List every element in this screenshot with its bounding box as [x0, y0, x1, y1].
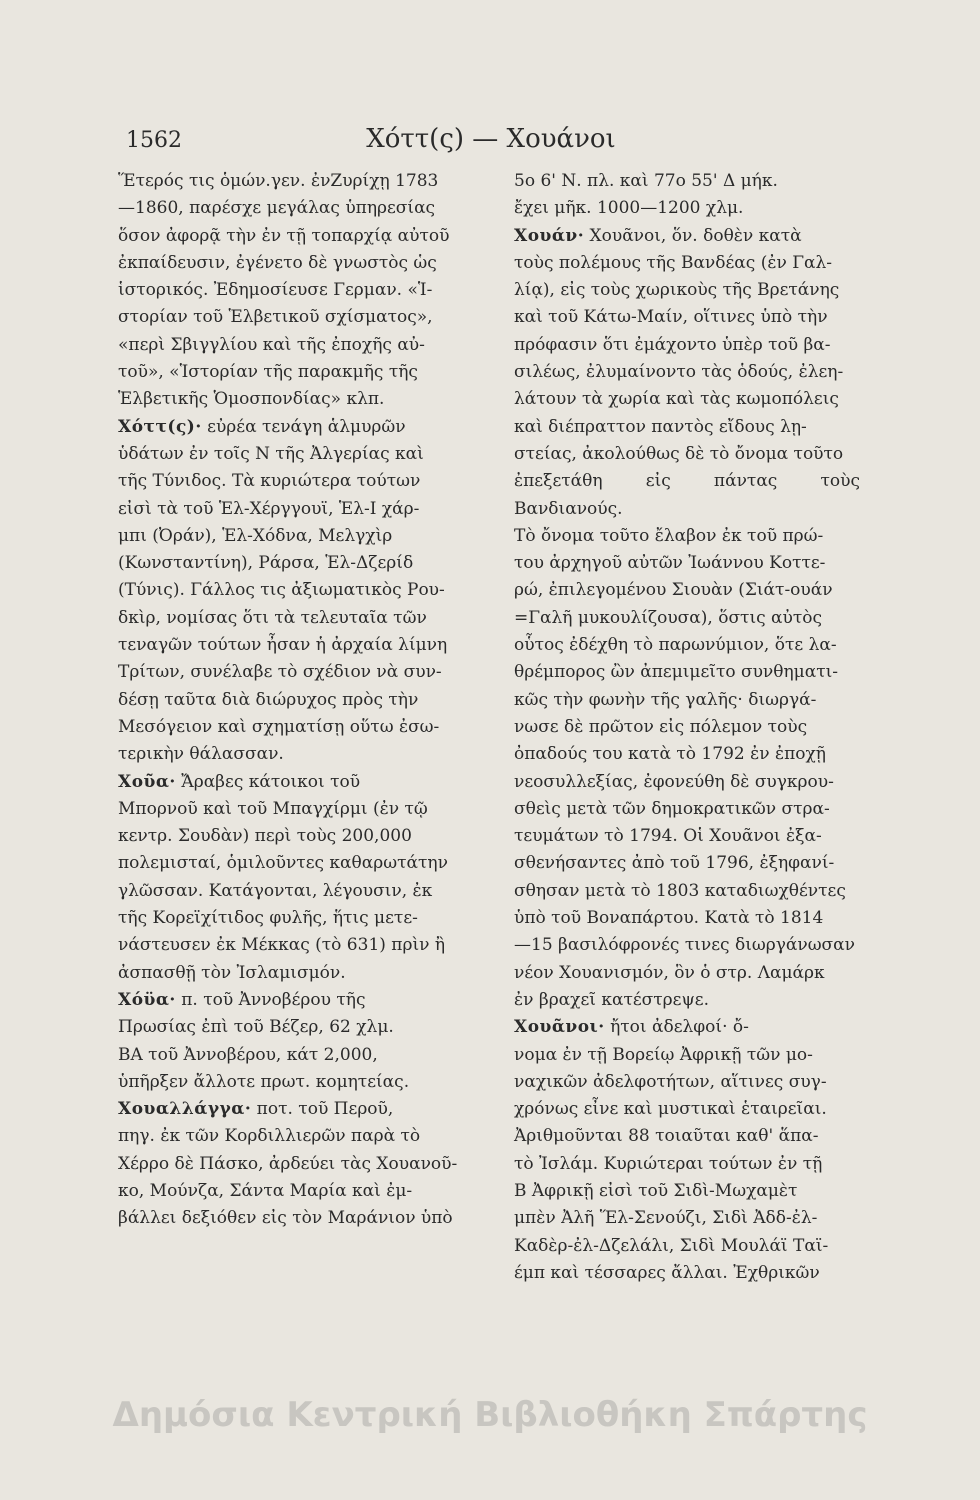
paragraph-continuation: Ἕτερός τις ὁμών.γεν. ἐνΖυρίχῃ 1783 —1860, παρέσχε μεγάλας ὑπηρεσίας ὅσον ἀφορᾷ τὴν ἐν τῇ τοπαρχίᾳ αὐτοῦ ἐκπαίδευσιν, ἐγένετο δὲ γνωστὸς ὡς ἱστορικός. Ἐδημοσίευσε Γερμαν. «Ἱ- στορίαν τοῦ Ἑλβετικοῦ σχίσματος», «περὶ Σβιγγλίου καὶ τῆς ἐποχῆς αὐ- τοῦ», «Ἱστορίαν τῆς παρακμῆς τῆς Ἑλβετικῆς Ὁμοσπονδίας» κλπ. — [118, 171, 450, 410]
running-title: Χόττ(ς) — Χουάνοι — [366, 124, 616, 154]
entry-text-chouan: Χουᾶνοι, ὅν. δοθὲν κατὰ τοὺς πολέμους τῆς Βανδέας (ἐν Γαλ- λίᾳ), εἰς τοὺς χωρικοὺς τῆς Βρετάνης καὶ τοῦ Κάτω-Μαίν, οἵτινες ὑπὸ τὴν πρόφασιν ὅτι ἐμάχοντο ὑπὲρ τοῦ βα- σιλέως, ἐλυμαίνοντο τὰς ὁδούς, ἐλεη- λάτουν τὰ χωρία καὶ τὰς κωμοπόλεις καὶ διέπραττον παντὸς εἴδους λῃ- στείας, ἀκολούθως δὲ τὸ ὄνομα τοῦτο ἐπεξετάθη εἰς πάντας τοὺς Βανδιανούς. Τὸ ὄνομα τοῦτο ἔλαβον ἐκ τοῦ πρώ- του ἀρχηγοῦ αὐτῶν Ἰωάννου Κοττε- ρώ, ἐπιλεγομένου Σιουὰν (Σιάτ-ουάν =Γαλῆ μυκουλίζουσα), ὅστις αὐτὸς οὗτος ἐδέχθη τὸ παρωνύμιον, ὅτε λα- θρέμπορος ὢν ἀπεμιμεῖτο συνθηματι- κῶς τὴν φωνὴν τῆς γαλῆς· διωργά- νωσε δὲ πρῶτον εἰς πόλεμον τοὺς ὀπαδούς του κατὰ τὸ 1792 ἐν ἐποχῇ νεοσυλλεξίας, ἐφονεύθη δὲ συγκρου- σθεὶς μετὰ τῶν δημοκρατικῶν στρα- τευμάτων τὸ 1794. Οἱ Χουᾶνοι ἐξα- σθενήσαντες ἀπὸ τοῦ 1796, ἐξηφανί- σθησαν μετὰ τὸ 1803 καταδιωχθέντες ὑπὸ τοῦ Βοναπάρτου. Κατὰ τὸ 1814 —15 βασιλόφρονές τινες διωργάνωσαν νέον Χουανισμόν, ὃν ὁ στρ. Λαμάρκ ἐν βραχεῖ κατέστρεψε. — [514, 225, 860, 1010]
entry-text-huallaga: ποτ. τοῦ Περοῦ, πηγ. ἐκ τῶν Κορδιλλιερῶν παρὰ τὸ Χέρρο δὲ Πάσκο, ἀρδεύει τὰς Χουανοῦ- κο, Μούνζα, Σάντα Μαρία καὶ ἐμ- βάλλει δεξιόθεν εἰς τὸν Μαράνιον ὑπὸ — [118, 1099, 458, 1229]
entry-text-choua: Ἄραβες κάτοικοι τοῦ Μπορνοῦ καὶ τοῦ Μπαγχίρμι (ἐν τῷ κεντρ. Σουδὰν) περὶ τοὺς 200,000 πολεμισταί, ὁμιλοῦντες καθαρωτάτην γλῶσσαν. Κατάγονται, λέγουσιν, ἐκ τῆς Κορεϊχίτιδος φυλῆς, ἥτις μετε- νάστευσεν ἐκ Μέκκας (τὸ 631) πρὶν ἢ ἀσπασθῇ τὸν Ἰσλαμισμόν. — [118, 771, 448, 983]
entry-text-hoya: π. τοῦ Ἀννοβέρου τῆς Πρωσίας ἐπὶ τοῦ Βέζερ, 62 χλμ. ΒΑ τοῦ Ἀννοβέρου, κάτ 2,000, ὑπῆρξεν ἄλλοτε πρωτ. κομητείας. — [118, 989, 410, 1092]
right-column — [514, 168, 860, 1287]
entry-text-chott: εὐρέα τενάγη ἁλμυρῶν ὑδάτων ἐν τοῖς Ν τῆς Ἀλγερίας καὶ τῆς Τύνιδος. Τὰ κυριώτερα τούτων εἰσὶ τὰ τοῦ Ἑλ-Χέργγουϊ, Ἑλ-Ι χάρ- μπι (Ὀράν), Ἑλ-Χόδνα, Μελγχὶρ (Κωνσταντίνη), Ράρσα, Ἑλ-Δζερίδ (Τύνις). Γάλλος τις ἀξιωματικὸς Ρου- δκὶρ, νομίσας ὅτι τὰ τελευταῖα τῶν τεναγῶν τούτων ἦσαν ἡ ἀρχαία λίμνη Τρίτων, συνέλαβε τὸ σχέδιον νὰ συν- δέσῃ ταῦτα διὰ διώρυχος πρὸς τὴν Μεσόγειον καὶ σχηματίσῃ οὕτω ἐσω- τερικὴν θάλασσαν. — [118, 416, 448, 765]
entry-text-chouanoi: ἤτοι ἀδελφοί· ὄ- νομα ἐν τῇ Βορείῳ Ἀφρικῇ τῶν μο- ναχικῶν ἀδελφοτήτων, αἵτινες συγ- χρόνως εἶνε καὶ μυστικαὶ ἑταιρεῖαι. Ἀριθμοῦνται 88 τοιαῦται καθ' ἅπα- τὸ Ἰσλάμ. Κυριώτεραι τούτων ἐν τῇ Β Ἀφρικῇ εἰσὶ τοῦ Σιδὶ-Μωχαμὲτ μπὲν Ἀλῆ Ἕλ-Σενούζι, Σιδὶ Ἀδδ-ἐλ- Καδὲρ-ἐλ-Δζελάλι, Σιδὶ Μουλάϊ Ταϊ- έμπ καὶ τέσσαρες ἄλλαι. Ἐχθρικῶν — [514, 1017, 829, 1283]
page-header — [126, 122, 856, 162]
entry-head-hoya: Χόϋα· — [118, 989, 176, 1010]
paragraph-continuation-right: 5ο 6' Ν. πλ. καὶ 77ο 55' Δ μήκ. ἔχει μῆκ. 1000—1200 χλμ. — [514, 171, 778, 219]
entry-head-chouan: Χουάν· — [514, 225, 585, 246]
left-column — [118, 168, 464, 1233]
entry-head-huallaga: Χουαλλάγγα· — [118, 1099, 252, 1120]
page-number: 1562 — [126, 128, 182, 153]
library-watermark: Δημόσια Κεντρική Βιβλιοθήκη Σπάρτης — [112, 1395, 868, 1435]
entry-head-choua: Χοῦα· — [118, 771, 176, 792]
entry-head-chott: Χόττ(ς)· — [118, 416, 202, 437]
entry-head-chouanoi: Χουᾶνοι· — [514, 1017, 605, 1038]
